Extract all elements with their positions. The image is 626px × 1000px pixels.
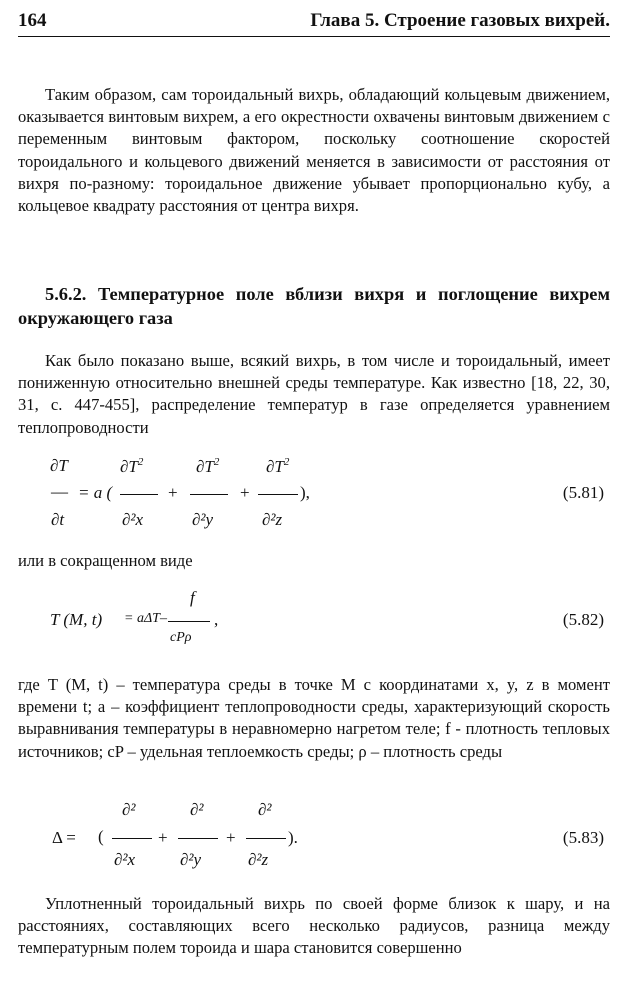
eq581-term3-numerator: $\partial T^2$ — [266, 456, 290, 476]
eq583-plus-1: + — [158, 828, 168, 847]
equation-5-83 — [18, 800, 610, 880]
eq581-lhs-bar: — — [51, 482, 67, 501]
eq583-plus-2: + — [226, 828, 236, 847]
paragraph-5: Уплотненный тороидальный вихрь по своей форме близок к шару, и на расстояниях, составляющих всего несколько радиусов, разница между температурным полем тороида и шара становится совершенно — [18, 894, 610, 958]
paragraph-4: где T (M, t) – температура среды в точке M с координатами x, y, z в момент времени t; a – коэффициент теплопроводности среды, характеризующий скорость выравнивания температуры в неравномерно нагретом теле; f - плотность тепловых источников; cP – удельная теплоемкость среды; ρ – плотность среды — [18, 675, 610, 761]
eq581-term2-bar — [190, 494, 228, 495]
eq583-term1-numerator: ∂² — [122, 800, 136, 819]
eq581-equals-a: = a ( — [78, 483, 113, 502]
eq582-lhs: T (M, t) — [50, 610, 103, 629]
eq583-term3-denominator: ∂²z — [248, 850, 269, 869]
page-header — [18, 8, 610, 37]
eq583-open: ( — [98, 827, 104, 846]
eq581-term2-denominator: ∂²y — [192, 510, 214, 529]
eq583-term3-numerator: ∂² — [258, 800, 272, 819]
eq582-number: (5.82) — [562, 610, 604, 629]
paragraph-3: или в сокращенном виде — [18, 551, 193, 570]
eq583-lhs: Δ = — [52, 828, 76, 847]
eq583-term1-bar — [112, 838, 152, 839]
eq581-term3-bar — [258, 494, 298, 495]
eq581-term1-numerator: $\partial T^2$ — [120, 456, 144, 476]
eq581-term3-denominator: ∂²z — [262, 510, 283, 529]
eq581-term1-bar — [120, 494, 158, 495]
equation-5-81 — [18, 452, 610, 542]
section-heading: 5.6.2. Температурное поле вблизи вихря и поглощение вихрем окружающего газа — [18, 284, 610, 328]
eq581-close: ), — [300, 483, 310, 502]
eq581-lhs-denominator: ∂t — [51, 510, 65, 529]
eq581-plus-2: + — [240, 483, 250, 502]
eq582-eq-part: = aΔT– — [124, 611, 167, 626]
eq582-frac-numerator: f — [190, 588, 195, 607]
paragraph-2: Как было показано выше, всякий вихрь, в том числе и тороидальный, имеет пониженную относительно внешней среды температуре. Как известно [18, 22, 30, 31, с. 447-455], распределение температур в газе определяется уравнением теплопроводности — [18, 351, 610, 437]
eq582-frac-bar — [168, 621, 210, 622]
eq583-term1-denominator: ∂²x — [114, 850, 136, 869]
eq581-number: (5.81) — [562, 483, 604, 502]
eq582-comma: , — [214, 610, 219, 629]
eq583-term2-bar — [178, 838, 218, 839]
eq581-lhs-numerator: ∂T — [50, 456, 68, 475]
eq581-plus-1: + — [168, 483, 178, 502]
eq582-frac-denominator: cPρ — [170, 630, 192, 645]
eq583-term3-bar — [246, 838, 286, 839]
page-number: 164 — [18, 10, 47, 31]
eq583-term2-numerator: ∂² — [190, 800, 204, 819]
eq581-term1-denominator: ∂²x — [122, 510, 144, 529]
equation-5-82 — [18, 588, 610, 658]
eq583-number: (5.83) — [562, 828, 604, 847]
eq583-close: ). — [288, 828, 298, 847]
chapter-title: Глава 5. Строение газовых вихрей. — [310, 10, 610, 31]
eq583-term2-denominator: ∂²y — [180, 850, 202, 869]
eq581-term2-numerator: $\partial T^2$ — [196, 456, 220, 476]
paragraph-1: Таким образом, сам тороидальный вихрь, обладающий кольцевым движением, оказывается винтовым вихрем, а его окрестности охвачены винтовым движением с переменным винтовым фактором, поскольку соотношение скоростей тороидального и кольцевого движений меняется в зависимости от расстояния от вихря по-разному: тороидальное движение убывает пропорционально кубу, а кольцевое квадрату расстояния от центра вихря. — [18, 85, 610, 216]
